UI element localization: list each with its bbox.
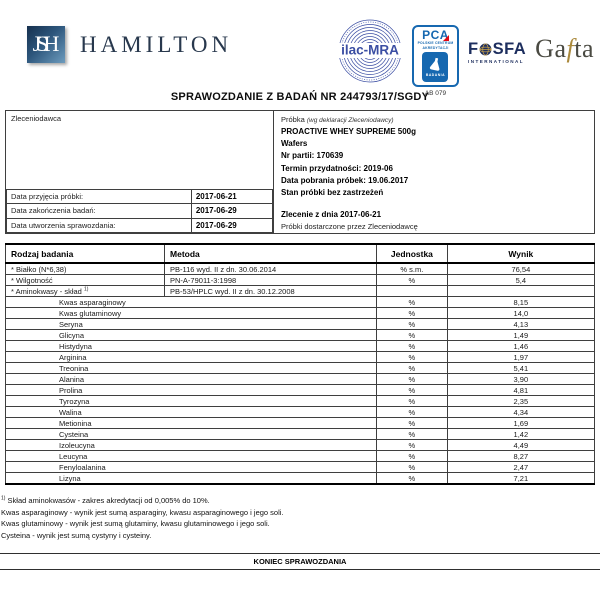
analysis-result: 4,49 [447, 440, 594, 451]
analysis-result: 1,49 [447, 330, 594, 341]
sample-label-text: Próbka [281, 115, 305, 124]
table-row [6, 440, 595, 451]
analysis-result: 2,47 [447, 462, 594, 473]
analysis-result: 14,0 [447, 308, 594, 319]
table-row [6, 297, 595, 308]
pca-subtitle: POLSKIE CENTRUM AKREDYTACJI [417, 41, 454, 50]
date-value: 2017-06-21 [191, 189, 272, 204]
fosfa-title [468, 42, 526, 57]
flask-icon [429, 57, 442, 72]
client-box [5, 110, 273, 234]
footnote-sup: 1) [1, 495, 6, 502]
analysis-name: Alanina [6, 374, 377, 385]
results-table [5, 243, 595, 485]
ilac-mra-seal-icon [337, 18, 403, 89]
analysis-result: 5,41 [447, 363, 594, 374]
analysis-unit: % [377, 363, 448, 374]
analysis-name: Arginina [6, 352, 377, 363]
analysis-unit: % [377, 440, 448, 451]
analysis-name: Walina [6, 407, 377, 418]
analysis-unit: % [377, 330, 448, 341]
pca-title [415, 29, 456, 41]
analysis-name: * Aminokwasy - skład $^{1)}$ [6, 286, 165, 297]
analysis-result: 1,42 [447, 429, 594, 440]
sample-line: Termin przydatności: 2019-06 [281, 163, 393, 173]
analysis-unit: % [377, 374, 448, 385]
analysis-result: 1,97 [447, 352, 594, 363]
analysis-unit: % [377, 396, 448, 407]
info-section [5, 110, 595, 234]
fosfa-title-start: F [467, 40, 479, 58]
table-row [6, 352, 595, 363]
table-row [6, 341, 595, 352]
client-label: Zleceniodawca [11, 114, 62, 123]
col-header-wynik: Wynik [447, 244, 594, 263]
analysis-name: * Białko (N*6,38) [6, 263, 165, 275]
fosfa-subtitle: INTERNATIONAL [467, 58, 525, 64]
jsh-logo-icon: JSH [27, 26, 65, 63]
date-label: Data zakończenia badań: [7, 204, 192, 219]
analysis-unit: % [377, 429, 448, 440]
table-row [6, 418, 595, 429]
fosfa-title-end: SFA [492, 40, 527, 58]
table-row [6, 374, 595, 385]
analysis-unit: % [377, 418, 448, 429]
delivery-line: Próbki dostarczone przez Zleceniodawcę [281, 222, 418, 232]
analysis-unit: % [377, 451, 448, 462]
sample-line: Stan próbki bez zastrzeżeń [281, 188, 384, 198]
table-row [6, 263, 595, 275]
table-row [6, 308, 595, 319]
analysis-unit: % [377, 308, 448, 319]
sample-line: Wafers [281, 139, 308, 149]
date-value: 2017-06-29 [191, 204, 272, 219]
table-row [6, 286, 595, 297]
analysis-result: 1,46 [447, 341, 594, 352]
gafta-text-start: Ga [535, 34, 567, 63]
table-row [6, 319, 595, 330]
dates-table-body [7, 189, 273, 233]
dates-table [6, 189, 273, 234]
gafta-gold-f: f [566, 34, 575, 63]
hamilton-logo [27, 26, 232, 63]
order-line: Zlecenie z dnia 2017-06-21 [281, 210, 382, 220]
brand-name: HAMILTON [80, 31, 233, 57]
analysis-unit [377, 286, 448, 297]
analysis-method: PB-116 wyd. II z dn. 30.06.2014 [165, 263, 377, 275]
footnote-line [1, 495, 595, 507]
analysis-name: * Wilgotność [6, 275, 165, 286]
date-row [7, 204, 273, 219]
fosfa-logo [468, 42, 526, 64]
analysis-method: PN-A-79011-3:1998 [165, 275, 377, 286]
analysis-unit: % [377, 352, 448, 363]
analysis-result: 4,81 [447, 385, 594, 396]
analysis-unit: % [377, 297, 448, 308]
analysis-result: 5,4 [447, 275, 594, 286]
table-row [6, 462, 595, 473]
results-header-row [6, 244, 595, 263]
pca-accreditation-code: AB 079 [424, 90, 447, 97]
analysis-name: Histydyna [6, 341, 377, 352]
ilac-mra-label: ilac-MRA [341, 42, 399, 58]
table-row [6, 473, 595, 485]
results-table-body [6, 263, 595, 484]
analysis-unit: % s.m. [377, 263, 448, 275]
date-label: Data utworzenia sprawozdania: [7, 218, 192, 233]
footnote-line: Kwas glutaminowy - wynik jest sumą glutaminy, kwasu glutaminowego i jego soli. [1, 519, 270, 529]
certification-logos [337, 14, 594, 97]
end-of-report [0, 553, 600, 570]
analysis-method: PB-53/HPLC wyd. II z dn. 30.12.2008 [165, 286, 377, 297]
date-row [7, 189, 273, 204]
sample-line: PROACTIVE WHEY SUPREME 500g [281, 127, 416, 136]
analysis-result: 3,90 [447, 374, 594, 385]
pca-badge [412, 25, 459, 97]
date-value: 2017-06-29 [191, 218, 272, 233]
analysis-result [447, 286, 594, 297]
analysis-name: Kwas glutaminowy [6, 308, 377, 319]
analysis-name: Glicyna [6, 330, 377, 341]
analysis-unit: % [377, 341, 448, 352]
pca-red-accent-icon [443, 35, 449, 41]
analysis-name: Leucyna [6, 451, 377, 462]
pca-badge-label: BADANIA [425, 73, 446, 78]
analysis-result: 76,54 [447, 263, 594, 275]
analysis-result: 2,35 [447, 396, 594, 407]
report-title: SPRAWOZDANIE Z BADAŃ NR 244793/17/SGDY [170, 91, 430, 103]
analysis-unit: % [377, 319, 448, 330]
table-row [6, 330, 595, 341]
analysis-result: 8,15 [447, 297, 594, 308]
analysis-result: 4,34 [447, 407, 594, 418]
sample-line: Nr partii: 170639 [281, 151, 344, 161]
table-row [6, 451, 595, 462]
analysis-unit: % [377, 407, 448, 418]
analysis-result: 1,69 [447, 418, 594, 429]
analysis-name: Izoleucyna [6, 440, 377, 451]
analysis-name: Kwas asparaginowy [6, 297, 377, 308]
analysis-name: Lizyna [6, 473, 377, 485]
table-row [6, 275, 595, 286]
analysis-result: 7,21 [447, 473, 594, 485]
analysis-name: Seryna [6, 319, 377, 330]
analysis-unit: % [377, 462, 448, 473]
sample-lines [281, 126, 587, 199]
sample-line: Data pobrania próbek: 19.06.2017 [281, 175, 409, 185]
analysis-unit: % [377, 385, 448, 396]
analysis-name: Metionina [6, 418, 377, 429]
date-label: Data przyjęcia próbki: [7, 189, 192, 204]
footnote-line: Cysteina - wynik jest sumą cystyny i cysteiny. [1, 530, 152, 540]
table-row [6, 385, 595, 396]
sample-label [281, 114, 587, 126]
pca-title-text: PCA [422, 28, 449, 42]
date-row [7, 218, 273, 233]
col-header-rodzaj-badania: Rodzaj badania [6, 244, 165, 263]
end-of-report-label: KONIEC SPRAWOZDANIA [253, 557, 347, 567]
globe-icon [479, 43, 492, 56]
analysis-name: Cysteina [6, 429, 377, 440]
footnotes [1, 495, 595, 541]
pca-badge-frame [412, 25, 459, 87]
gafta-logo [535, 36, 594, 62]
col-header-metoda: Metoda [165, 244, 377, 263]
analysis-name: Fenyloalanina [6, 462, 377, 473]
col-header-jednostka: Jednostka [377, 244, 448, 263]
table-row [6, 429, 595, 440]
table-row [6, 407, 595, 418]
analysis-name: Tyrozyna [6, 396, 377, 407]
pca-flask-tile [422, 52, 448, 82]
analysis-name: Prolina [6, 385, 377, 396]
table-row [6, 363, 595, 374]
table-row [6, 396, 595, 407]
analysis-name: Treonina [6, 363, 377, 374]
footnote-line: Kwas asparaginowy - wynik jest sumą asparaginy, kwasu asparaginowego i jego soli. [1, 507, 284, 517]
sample-box [273, 110, 595, 234]
analysis-result: 8,27 [447, 451, 594, 462]
analysis-unit: % [377, 275, 448, 286]
analysis-result: 4,13 [447, 319, 594, 330]
gafta-text-end: ta [574, 34, 594, 63]
footnote-text: Skład aminokwasów - zakres akredytacji od 0,005% do 10%. [7, 496, 210, 505]
sample-label-note: (wg deklaracji Zleceniodawcy) [306, 117, 394, 124]
analysis-unit: % [377, 473, 448, 485]
